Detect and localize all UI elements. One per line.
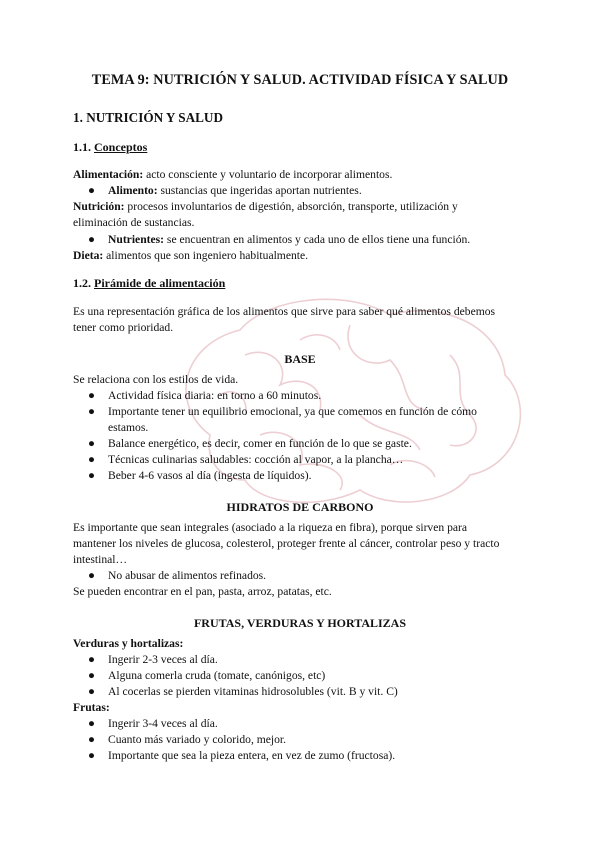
subsection-number: 1.2. <box>73 276 91 290</box>
list-item: ● Actividad física diaria: en torno a 60 minutos. <box>88 389 322 402</box>
subsection-title: Pirámide de alimentación <box>94 276 226 290</box>
subsection-title: Conceptos <box>94 140 148 154</box>
heading-base: BASE <box>284 352 316 366</box>
list-item: ● Técnicas culinarias saludables: cocción al vapor, a la plancha… <box>88 453 404 466</box>
bullet-icon: ● <box>88 389 96 402</box>
bullet-icon: ● <box>88 469 96 482</box>
subsection-heading-piramide <box>73 276 225 291</box>
bullet-icon: ● <box>88 717 96 730</box>
heading-hidratos: HIDRATOS DE CARBONO <box>226 500 374 514</box>
bullet-icon: ● <box>88 569 96 582</box>
definition: alimentos que son ingeniero habitualmente. <box>103 249 309 262</box>
bullet-icon: ● <box>88 733 96 746</box>
subsection-heading-conceptos <box>73 140 147 155</box>
term: Dieta: <box>73 249 104 262</box>
list-item: ● No abusar de alimentos refinados. <box>88 569 267 582</box>
list-item-continuation: estamos. <box>108 421 149 434</box>
term: Nutrición: <box>73 200 125 213</box>
paragraph-hidratos-3: intestinal… <box>73 553 128 566</box>
definition: acto consciente y voluntario de incorporar alimentos. <box>143 168 393 181</box>
definition-dieta <box>73 248 308 263</box>
paragraph-hidratos-2: mantener los niveles de glucosa, colesterol, proteger frente al cáncer, controlar peso y tracto <box>73 537 500 550</box>
term: Alimento: <box>108 184 158 197</box>
bullet-icon: ● <box>88 437 96 450</box>
definition-alimentacion <box>73 167 392 182</box>
label-verduras: Verduras y hortalizas: <box>73 637 184 650</box>
paragraph-base-intro: Se relaciona con los estilos de vida. <box>73 373 239 386</box>
bullet-icon: ● <box>88 453 96 466</box>
list-item: ● Cuanto más variado y colorido, mejor. <box>88 733 287 746</box>
definition: sustancias que ingeridas aportan nutrientes. <box>157 184 362 197</box>
bullet-icon: ● <box>88 669 96 682</box>
list-item: ● Importante tener un equilibrio emocional, ya que comemos en función de cómo <box>88 405 477 418</box>
bullet-icon: ● <box>88 749 96 762</box>
bullet-icon: ● <box>88 653 96 666</box>
bullet-icon: ● <box>88 184 96 197</box>
list-item: ● Alguna comerla cruda (tomate, canónigos, etc) <box>88 669 326 682</box>
list-item: ● Ingerir 3-4 veces al día. <box>88 717 218 730</box>
definition-nutricion-cont: eliminación de sustancias. <box>73 216 195 229</box>
term: Alimentación: <box>73 168 144 181</box>
paragraph-piramide-1: Es una representación gráfica de los alimentos que sirve para saber qué alimentos debemos <box>73 305 496 318</box>
definition: procesos involuntarios de digestión, absorción, transporte, utilización y <box>124 200 458 213</box>
paragraph-hidratos-4: Se pueden encontrar en el pan, pasta, arroz, patatas, etc. <box>73 585 332 598</box>
list-item: ● Ingerir 2-3 veces al día. <box>88 653 218 666</box>
section-heading-nutricion: 1. NUTRICIÓN Y SALUD <box>73 110 223 125</box>
bullet-icon: ● <box>88 685 96 698</box>
heading-frutas-verduras: FRUTAS, VERDURAS Y HORTALIZAS <box>193 616 407 630</box>
definition-nutricion <box>73 199 458 214</box>
list-item: ● Balance energético, es decir, comer en función de lo que se gaste. <box>88 437 412 450</box>
list-item: ● Al cocerlas se pierden vitaminas hidrosolubles (vit. B y vit. C) <box>88 685 398 698</box>
term: Nutrientes: <box>108 233 165 246</box>
definition-nutrientes <box>88 232 470 247</box>
list-item: ● Beber 4-6 vasos al día (ingesta de líquidos). <box>88 469 312 482</box>
subsection-number: 1.1. <box>73 140 91 154</box>
label-frutas: Frutas: <box>73 701 110 714</box>
paragraph-piramide-2: tener como prioridad. <box>73 321 174 334</box>
list-item: ● Importante que sea la pieza entera, en vez de zumo (fructosa). <box>88 749 396 762</box>
definition-alimento <box>88 183 362 198</box>
document-title: TEMA 9: NUTRICIÓN Y SALUD. ACTIVIDAD FÍSICA Y SALUD <box>91 72 509 88</box>
paragraph-hidratos-1: Es importante que sean integrales (asociado a la riqueza en fibra), porque sirven para <box>73 521 468 534</box>
bullet-icon: ● <box>88 405 96 418</box>
bullet-icon: ● <box>88 233 96 246</box>
definition: se encuentran en alimentos y cada uno de ellos tiene una función. <box>164 233 471 246</box>
